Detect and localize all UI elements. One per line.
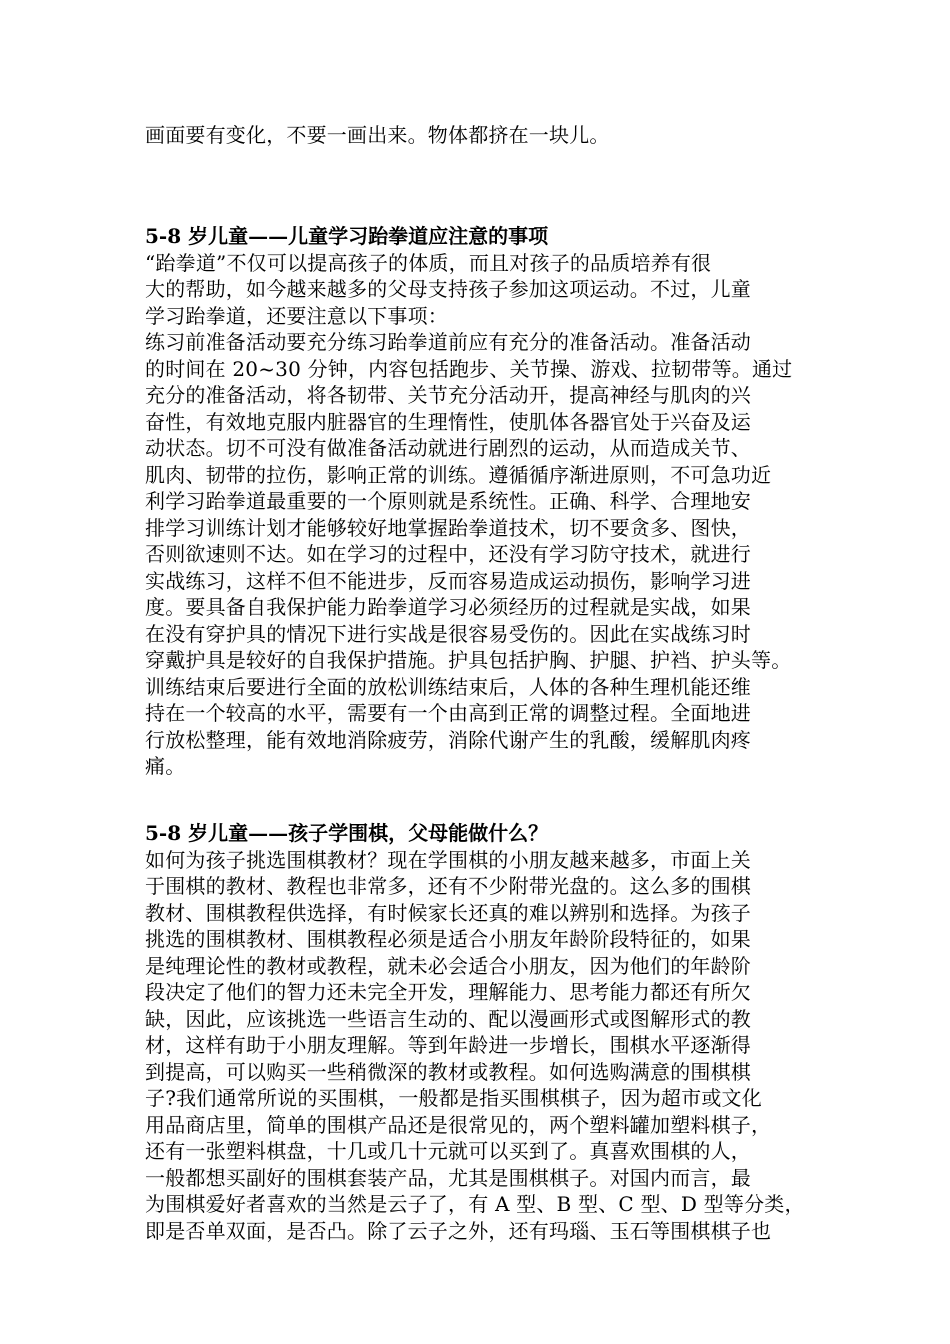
paragraph-line: 到提高，可以购买一些稍微深的教材或教程。如何选购满意的围棋棋	[145, 1059, 751, 1084]
section-taekwondo	[145, 223, 825, 780]
paragraph-line: 充分的准备活动，将各韧带、关节充分活动开，提高神经与肌肉的兴	[145, 383, 751, 407]
paragraph-line: 利学习跆拳道最重要的一个原则就是系统性。正确、科学、合理地安	[145, 489, 751, 513]
paragraph-line: 画面要有变化，不要一画出来。物体都挤在一块儿。	[145, 123, 610, 147]
intro-paragraph	[145, 122, 825, 149]
paragraph-line: 一般都想买副好的围棋套装产品，尤其是围棋棋子。对国内而言，最	[145, 1165, 751, 1190]
paragraph-line: 痛。	[145, 754, 186, 778]
paragraph-line: 训练结束后要进行全面的放松训练结束后，人体的各种生理机能还维	[145, 674, 751, 699]
paragraph-line: 排学习训练计划才能够较好地掌握跆拳道技术，切不要贪多、图快，	[145, 515, 751, 540]
paragraph-line: 的时间在 20~30 分钟，内容包括跑步、关节操、游戏、拉韧带等。通过	[145, 356, 793, 381]
paragraph-line: 大的帮助，如今越来越多的父母支持孩子参加这项运动。不过，儿童	[145, 277, 751, 301]
paragraph-line: 如何为孩子挑选围棋教材？现在学围棋的小朋友越来越多，市面上关	[145, 847, 751, 872]
paragraph-line: 于围棋的教材、教程也非常多，还有不少附带光盘的。这么多的围棋	[145, 874, 751, 898]
section-weiqi	[145, 820, 825, 1244]
paragraph-line: 否则欲速则不达。如在学习的过程中，还没有学习防守技术，就进行	[145, 542, 751, 566]
paragraph-line: “跆拳道”不仅可以提高孩子的体质，而且对孩子的品质培养有很	[145, 250, 712, 275]
paragraph-line: 持在一个较高的水平，需要有一个由高到正常的调整过程。全面地进	[145, 701, 751, 725]
paragraph-line: 挑选的围棋教材、围棋教程必须是适合小朋友年龄阶段特征的，如果	[145, 927, 751, 951]
paragraph-line: 缺，因此，应该挑选一些语言生动的、配以漫画形式或图解形式的教	[145, 1006, 751, 1031]
paragraph-line: 教材、围棋教程供选择，有时候家长还真的难以辨别和选择。为孩子	[145, 900, 751, 925]
paragraph-line: 为围棋爱好者喜欢的当然是云子了，有 A 型、B 型、C 型、D 型等分类，	[145, 1192, 805, 1216]
paragraph-line: 学习跆拳道，还要注意以下事项：	[145, 303, 448, 328]
section-heading: 5-8 岁儿童——儿童学习跆拳道应注意的事项	[145, 224, 549, 248]
paragraph-line: 是纯理论性的教材或教程，就未必会适合小朋友，因为他们的年龄阶	[145, 953, 751, 978]
paragraph-line: 行放松整理，能有效地消除疲劳，消除代谢产生的乳酸，缓解肌肉疼	[145, 727, 751, 752]
paragraph-line: 子?我们通常所说的买围棋，一般都是指买围棋棋子，因为超市或文化	[145, 1086, 762, 1110]
paragraph-line: 在没有穿护具的情况下进行实战是很容易受伤的。因此在实战练习时	[145, 621, 751, 646]
paragraph-line: 用品商店里，简单的围棋产品还是很常见的，两个塑料罐加塑料棋子，	[145, 1112, 772, 1137]
paragraph-line: 奋性，有效地克服内脏器官的生理惰性，使肌体各器官处于兴奋及运	[145, 409, 751, 434]
paragraph-line: 动状态。切不可没有做准备活动就进行剧烈的运动，从而造成关节、	[145, 436, 751, 460]
paragraph-line: 练习前准备活动要充分练习跆拳道前应有充分的准备活动。准备活动	[145, 330, 751, 354]
paragraph-line: 肌肉、韧带的拉伤，影响正常的训练。遵循循序渐进原则，不可急功近	[145, 462, 772, 487]
paragraph-line: 实战练习，这样不但不能进步，反而容易造成运动损伤，影响学习进	[145, 568, 751, 593]
paragraph-line: 即是否单双面，是否凸。除了云子之外，还有玛瑙、玉石等围棋棋子也	[145, 1218, 772, 1243]
paragraph-line: 度。要具备自我保护能力跆拳道学习必须经历的过程就是实战，如果	[145, 595, 751, 619]
paragraph-line: 段决定了他们的智力还未完全开发，理解能力、思考能力都还有所欠	[145, 980, 751, 1004]
paragraph-line: 材，这样有助于小朋友理解。等到年龄进一步增长，围棋水平逐渐得	[145, 1033, 751, 1057]
section-heading: 5-8 岁儿童——孩子学围棋，父母能做什么？	[145, 821, 549, 845]
paragraph-line: 穿戴护具是较好的自我保护措施。护具包括护胸、护腿、护裆、护头等。	[145, 648, 792, 672]
paragraph-line: 还有一张塑料棋盘，十几或几十元就可以买到了。真喜欢围棋的人，	[145, 1139, 751, 1163]
